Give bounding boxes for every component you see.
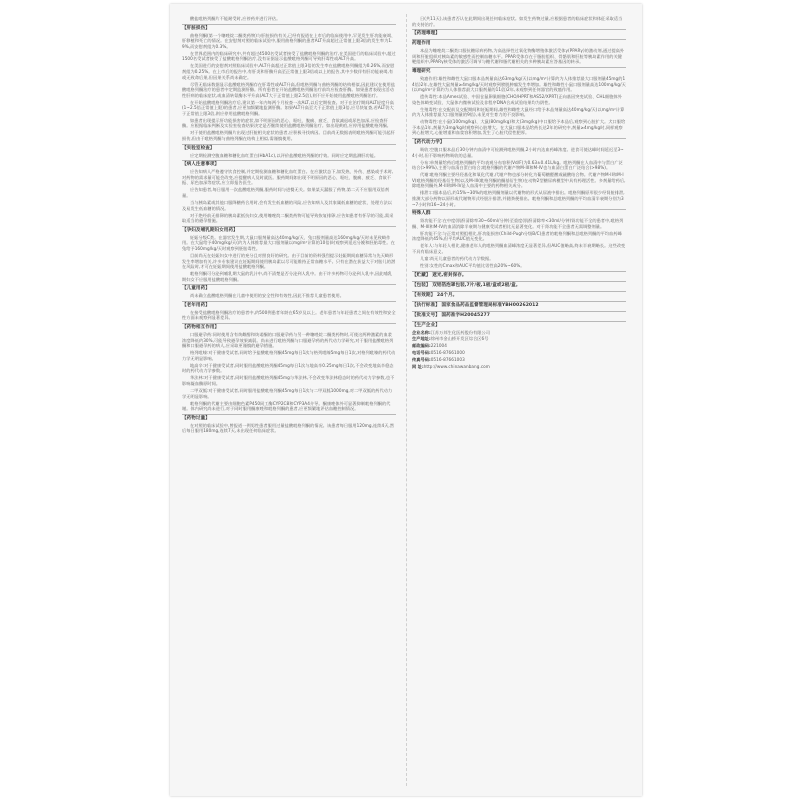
body-paragraph: 对于使用盐酸吡格列酮片出现过肝脏相关症状的患者,应积极寻找病因。目前尚无数据表明吡格列酮可能引起肝损伤,但由于吡格列酮与曲格列酮在结构上相似,需谨慎使用。 xyxy=(182,130,395,142)
body-paragraph: 酸盐吡格列酮片不能耐受时,应停药并进行评估。 xyxy=(190,16,281,21)
body-paragraph: 代谢:吡格列酮主要经羟基化和氧化代谢,代谢产物也部分转化为葡萄糖醛酸或硫酸结合物。代谢产物M-II和M-IV(吡格列酮的羟基衍生物)以及M-III(吡格列酮的酮基衍生物)在动物2型糖尿病模型中具有药理活性。多剂量给药后,除吡格列酮外,M-III和M-IV是人血清中主要的药物相关成分。 xyxy=(412,172,626,189)
body-paragraph: 如患者出现提示肝功能损害的症状,如不明原因的恶心、呕吐、腹痛、疲乏、食欲减退或尿色加深,应检查肝酶。应根据临床判断及实验室检查结果决定是否继续使用盐酸吡格列酮治疗。如出现黄疸,应停用盐酸吡格列酮。 xyxy=(182,117,392,129)
info-value: 221004 xyxy=(430,343,447,349)
manufacturer-info-line xyxy=(412,350,626,356)
section-heading: 【肝脏损伤】 xyxy=(182,24,396,32)
section-heading: 【生产企业】 xyxy=(412,321,626,329)
section-heading: 【药理毒理】 xyxy=(412,29,626,37)
body-paragraph: 本品为噻唑烷二酮类口服抗糖尿病药物,为高选择性过氧化物酶增殖体激活受体γ(PPARγ)的激动剂,通过提高外周和肝脏组织对胰岛素的敏感性而控制血糖水平。PPAR受体存在于脂肪组织、骨骼肌和肝脏等胰岛素作用的关键靶组织中,PPARγ核受体的激活可调节与糖代谢和脂代谢相关的多种胰岛素应答基因的转录。 xyxy=(412,48,625,65)
body-paragraph: 生殖毒性:在交配前及交配期间和妊娠期间,雄性和雌性大鼠经口给予本品剂量高达40mg/kg/天(以mg/m²计算约为人体推荐最大口服剂量的9倍),未见对生育力的不良影响。 xyxy=(412,106,625,118)
package-insert-sheet xyxy=(170,4,642,796)
body-paragraph: 对于绝经前无排卵的胰岛素抵抗妇女,使用噻唑烷二酮类药物可能导致恢复排卵,应告知患者有怀孕的可能,需采取适当的避孕措施。 xyxy=(182,212,394,224)
info-label: 邮政编码: xyxy=(412,343,431,349)
section-heading: 特殊人群 xyxy=(412,209,626,217)
section-heading: 【儿童用药】 xyxy=(182,284,396,292)
body-paragraph: 在对照的临床试验中,曾报道一例男性患者服用过量盐酸吡格列酮的情况。该患者每日服用120mg,连续4天,然后每日服用180mg,连续7天,未出现任何临床症状。 xyxy=(182,422,395,434)
info-value: http://www.chinawanbang.com xyxy=(423,364,490,370)
body-paragraph: 在世界范围内的临床研究中,共有超过4500名受试者接受了盐酸吡格列酮的治疗,在美国进行的临床试验中,超过1500名受试者接受了盐酸吡格列酮治疗,没有证据显示盐酸吡格列酮可导致肝毒性或ALT升高。 xyxy=(182,50,396,62)
body-paragraph: 肝功能不全:与正常对照组相比,肝功能损害(Child-Pugh分级B/C)患者的吡格列酮和总吡格列酮的平均血药峰浓度降低约45%,但平均AUC值无变化。 xyxy=(412,230,622,242)
body-paragraph: 日(共11天),该患者否认在此期间出现任何临床症状。如发生药物过量,应根据患者的临床症状和体征采取适当的支持治疗。 xyxy=(412,16,623,27)
body-paragraph: 口服避孕药:同时使用含有炔雌醇和炔诺酮的口服避孕药与另一种噻唑烷二酮类药物时,可使这两种激素的血浆浓度降低约30%,可能导致避孕效果减弱。尚未进行吡格列酮与口服避孕药的药代动力学研究,对于服用盐酸吡格列酮和口服避孕药的病人,应采取更谨慎的避孕措施。 xyxy=(182,332,394,349)
section-heading: 药理作用 xyxy=(412,39,626,47)
manufacturer-info-line xyxy=(412,357,626,363)
body-paragraph: 华法林:对于健康受试者,同时服用盐酸吡格列酮45mg与华法林,不会改变华法林稳态时的药代动力学参数,也不影响凝血酶原时间。 xyxy=(182,375,395,386)
info-label: 传真号码: xyxy=(412,357,431,363)
body-paragraph: 致癌作用:雄性和雌性大鼠口服本品剂量高达63mg/kg/天(以mg/m²计算约为人体推荐最大口服剂量45mg的14倍)2年,在雄性大鼠剂量≥4mg/kg/天时观察到膀胱肿瘤发生率增加。雄性和雌性小鼠口服剂量高达100mg/kg/天(以mg/m²计算约为人体推荐最大口服剂量的11倍)2年,未观察到任何器官的致癌作用。 xyxy=(412,75,626,93)
section-heading: 【孕妇及哺乳期妇女用药】 xyxy=(182,226,396,234)
info-value: 江苏万邦生化医药股份有限公司 xyxy=(430,329,491,335)
body-paragraph: 应告知病人严格遵守饮食控制,并定期检测血糖和糖化血红蛋白。在应激状态下,如发热、外伤、感染或手术时,对药物的需求量可能会改变,应提醒病人及时就医。服药期间如出现不明原因的恶心、呕吐、腹痛、疲乏、食欲不振、尿色加深等症状,应立即报告医生。 xyxy=(182,169,394,186)
body-paragraph: 排泄:口服本品后,约15%~30%的吡格列酮剂量以代谢物的形式从尿液中排出。吡格列酮原形很少经肾脏排泄,推测大部分药物以原形或代谢物形式经胆汁排泄,并随粪便排出。吡格列酮和总吡格列酮的平均血清半衰期分别为3~7小时和16~24小时。 xyxy=(412,190,625,207)
body-paragraph: 格列吡嗪:对于健康受试者,同时给予盐酸吡格列酮45mg每日1次与格列吡嗪5mg每日1次,对格列吡嗪的药代动力学无明显影响。 xyxy=(182,350,396,361)
section-heading: 【病人注意事项】 xyxy=(182,160,396,168)
column-divider xyxy=(406,14,407,786)
section-heading: 【贮藏】 遮光,密封保存。 xyxy=(412,271,626,279)
section-heading: 【包装】 双铝箔泡罩包装,7片/板,1板/盒或2板/盒。 xyxy=(412,281,626,289)
body-paragraph: 应告知患者,每日服用一次盐酸吡格列酮,服药时间与进餐无关。如果某天漏服了药物,第二天不应服用双倍剂量。 xyxy=(182,187,390,198)
body-paragraph: 肾功能不全:在中度(肌酐清除率30~60ml/分钟)至重度(肌酐清除率<30ml/分钟)肾功能不全的患者中,吡格列酮、M-III和M-IV的血清消除半衰期与健康受试者相比无显著变化。对于肾功能不全患者无需调整剂量。 xyxy=(412,218,624,229)
section-heading: 【实验室检查】 xyxy=(182,144,396,152)
section-heading: 【药物相互作用】 xyxy=(182,323,396,331)
body-paragraph: 在开始盐酸吡格列酮治疗后,建议第一年内每两个月检查一次ALT,以后定期检查。对于在治疗期间ALT轻度升高(1~2.5倍正常值上限)的患者,应更加频繁地监测肝酶。如果ALT升高至大于正常值上限3倍,应尽快复查,若ALT仍大于正常值上限3倍,则应停用盐酸吡格列酮。 xyxy=(182,99,394,116)
body-paragraph: 性别:女性的Cmax和AUC平均值比男性高20%~60%。 xyxy=(420,262,525,268)
section-heading: 【药代动力学】 xyxy=(412,138,626,146)
body-paragraph: 在美国进行的安慰剂对照临床试验中,ALT升高超过正常值上限3倍的发生率在盐酸吡格列酮组为0.26%,而安慰剂组为0.25%。在上市后的报告中,有肝炎和肝酶升高至正常值上限3倍或以上的报告,其中少数伴有肝功能衰竭,有或无致命后果,但因果关系尚未确定。 xyxy=(182,63,395,80)
left-text-column xyxy=(182,16,396,786)
info-label: 企业名称: xyxy=(412,329,431,335)
body-paragraph: 遗传毒性:本品Ames试验、中国仓鼠卵巢细胞(CHO/HPRT和AS52/XPRT)正向基因突变试验、CHL细胞体外染色体畸变试验、大鼠体内微核试验及非程序DNA合成试验结果均为阴性。 xyxy=(412,94,622,105)
info-value: 0516-87661003 xyxy=(430,357,465,363)
body-paragraph: 妊娠分级C类。在器官发生期,大鼠口服剂量高达40mg/kg/天、兔口服剂量高达160mg/kg/天时未见致畸作用。在大鼠给予40mg/kg/天(约为人体推荐最大口服剂量以mg/m²计算的10倍)时观察到延迟分娩和胚胎毒性。在兔给予160mg/kg/天时观察到胚胎毒性。 xyxy=(182,234,395,251)
manufacturer-info-line xyxy=(412,336,626,342)
body-paragraph: 二甲双胍:对于健康受试者,同时服用盐酸吡格列酮45mg每日1次与二甲双胍1000mg,对二甲双胍的药代动力学无明显影响。 xyxy=(182,387,393,399)
body-paragraph: 动物毒性:在小鼠(100mg/kg)、大鼠(80mg/kg)和犬(3mg/kg)中口服给予本品后,观察到心脏扩大。犬口服给予本品1年,剂量为3mg/kg时观察到心脏增大。在大鼠口服本品给药长达2年的研究中,剂量≥4mg/kg时,同样观察到心脏增大,心脏增重和血浆容积增加,发生了心脏代偿性肥厚。 xyxy=(412,119,626,136)
body-paragraph: 儿童:尚无儿童患者的药代动力学数据。 xyxy=(420,255,494,261)
manufacturer-info-line xyxy=(412,343,626,349)
section-heading: 【执行标准】 国家食品药品监督管理局标准YBH00262012 xyxy=(412,301,626,309)
section-heading: 【有效期】 24个月。 xyxy=(412,291,626,299)
info-label: 网 址: xyxy=(412,364,424,370)
info-label: 电话号码: xyxy=(412,350,431,356)
body-paragraph: 分布:单剂量给药后吡格列酮的平均表观分布容积(Vd/F)为0.63±0.41L/kg。吡格列酮在人血清中与蛋白广泛结合(>99%),主要与血清白蛋白结合;吡格列酮的代谢产物M-III和M-IV也与血清白蛋白广泛结合(>98%)。 xyxy=(412,159,623,171)
body-paragraph: 在接受盐酸吡格列酮治疗的患者中,约500例患者年龄在65岁及以上。老年患者与年轻患者之间在有效性和安全性方面未观察到显著差异。 xyxy=(182,309,396,321)
info-label: 生产地址: xyxy=(412,336,431,342)
body-paragraph: 应定期检测空腹血糖和糖化血红蛋白(HbA1c),以评价盐酸吡格列酮的疗效。同时应定期监测肝功能。 xyxy=(190,152,379,158)
body-paragraph: 吡格列酮的代谢主要由细胞色素P450同工酶CYP2C8和CYP3A4介导。酮康唑体外可显著抑制吡格列酮的代谢。体内研究尚未进行,对于同时服用酮康唑和吡格列酮的患者,应更频繁地评估血糖控制情况。 xyxy=(182,400,391,412)
section-heading: 【批准文号】 国药准字H20045277 xyxy=(412,311,626,319)
manufacturer-info-line xyxy=(412,330,626,336)
right-text-column xyxy=(412,16,626,786)
section-heading: 【药物过量】 xyxy=(182,414,396,422)
info-value: 徐州市金山桥开发区综合区6号 xyxy=(430,336,489,342)
body-paragraph: 尚未确立盐酸吡格列酮在儿童中使用的安全性和有效性,因此不推荐儿童患者使用。 xyxy=(190,293,344,299)
body-paragraph: 当与胰岛素或其他口服降糖药合用时,会有发生低血糖的风险,应告知病人及其家属低血糖的症状、处理方法以及易发生低血糖的情况。 xyxy=(182,199,392,211)
body-paragraph: 老年人:与年轻人相比,健康老年人的吡格列酮血清峰浓度无显著差异,但AUC值略高,终末半衰期略长。这些改变不具有临床意义。 xyxy=(412,243,626,254)
section-heading: 【老年用药】 xyxy=(182,301,396,309)
body-paragraph: 曲格列酮(第一个噻唑烷二酮类药物)与肝脏损伤有关,已经有报道在上市后的临床使用中,罕见发生肝功能衰竭、肝移植和死亡的情况。在安慰剂对照的临床试验中,服用曲格列酮的患者ALT升高超过正常值上限3倍的发生率为1.9%,而安慰剂组为0.3%。 xyxy=(182,32,396,49)
info-value: 0516-87661000 xyxy=(430,350,465,356)
section-heading: 毒理研究 xyxy=(412,67,626,75)
body-paragraph: 吡格列酮可分泌到哺乳期大鼠的乳汁中,尚不清楚是否分泌到人乳中。由于许多药物可分泌到人乳中,因此哺乳期妇女不应服用盐酸吡格列酮。 xyxy=(182,271,392,282)
body-paragraph: 吸收:空腹口服本品后30分钟内血清中可检测到吡格列酮,2小时内达血药峰浓度。进食可使达峰时间延迟至3~4小时,但不影响药物吸收的总量。 xyxy=(412,147,624,158)
body-paragraph: 尽管无临床数据显示盐酸吡格列酮存在肝毒性或ALT升高,但吡格列酮与曲格列酮的结构相似,因此建议在使用盐酸吡格列酮治疗的患者中定期监测肝酶。所有患者在开始盐酸吡格列酮治疗前均应检查肝酶。如果患者表现出活动性肝病的临床症状,或血清转氨酶水平升高(ALT大于正常值上限2.5倍),则不应开始使用盐酸吡格列酮治疗。 xyxy=(182,81,396,98)
body-paragraph: 目前尚无在妊娠妇女中进行的充分且对照良好的研究。由于目前的资料强烈提示妊娠期间血糖异常与先天畸形发生率增加有关,许多专家建议在妊娠期间使用胰岛素以尽可能维持正常血糖水平。只有在潜在获益大于对胎儿的潜在风险时,才可在妊娠期间使用盐酸吡格列酮。 xyxy=(182,252,396,270)
body-paragraph: 地高辛:对于健康受试者,同时服用盐酸吡格列酮45mg每日1次与地高辛0.25mg每日1次,不会改变地高辛稳态时的药代动力学参数。 xyxy=(182,362,394,374)
manufacturer-info-line xyxy=(412,364,626,370)
